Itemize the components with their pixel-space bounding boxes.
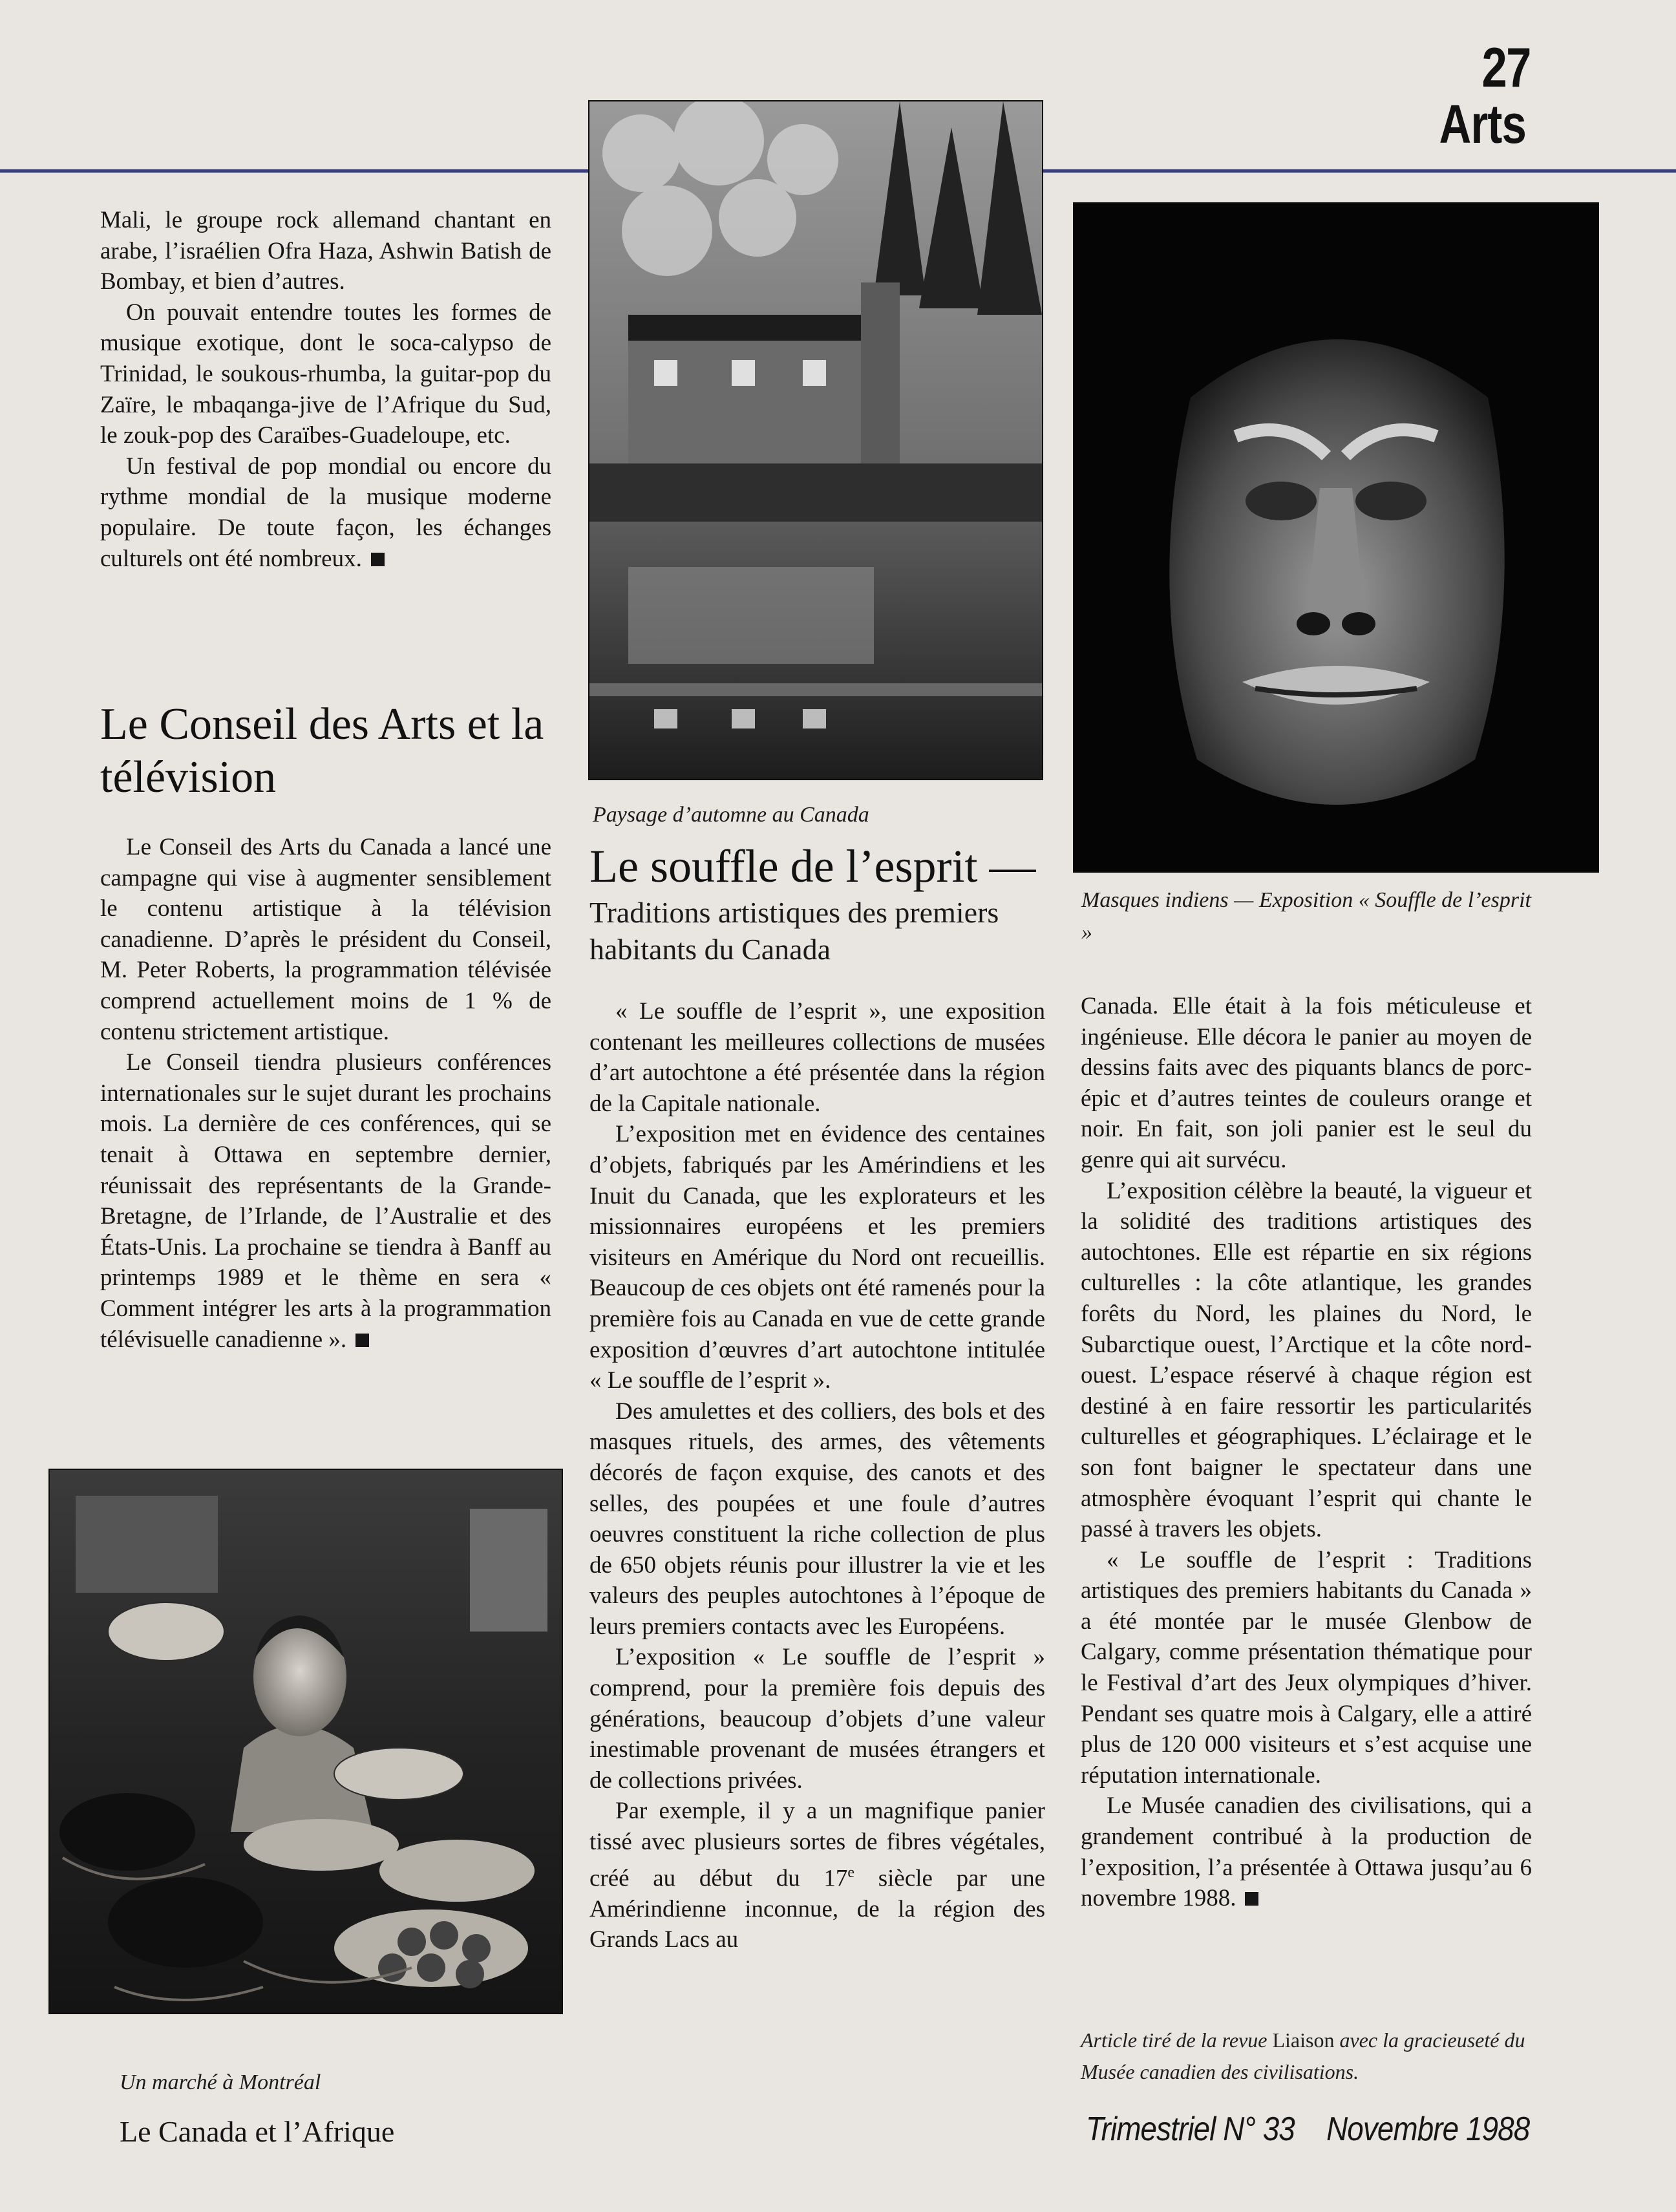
end-mark xyxy=(1245,1892,1258,1906)
paragraph: « Le souffle de l’esprit : Traditions artistiques des premiers habitants du Canada » a été montée par le musée Glenbow de Calgary, comme présentation thématique pour le Festival d’art des Jeux olympiques d’hiver. Pendant ses quatre mois à Calgary, elle a attiré plus de 120 000 visiteurs et s’est acquise une réputation internationale. xyxy=(1081,1546,1532,1789)
footer-issue xyxy=(1086,2112,1529,2146)
mask-caption: Masques indiens — Exposition « Souffle de l’esprit » xyxy=(1081,888,1531,944)
issue-date: Novembre 1988 xyxy=(1326,2111,1530,2148)
paragraph-text: siècle par une Amérindienne inconnue, de la région des Grands Lacs au xyxy=(589,1864,1045,1953)
end-mark xyxy=(355,1334,369,1347)
paragraph: On pouvait entendre toutes les formes de musique exotique, dont le soca-calypso de Trinidad, le soukous-rhumba, la guitar-pop du Zaïre, le mbaqanga-jive de l’Afrique du Sud, le zouk-pop des Caraïbes-Guadeloupe, etc. xyxy=(100,299,551,449)
end-mark xyxy=(371,553,385,566)
landscape-photo xyxy=(588,100,1043,780)
paragraph-text: Le Conseil tiendra plusieurs conférences internationales sur le sujet durant les prochains mois. La dernière de ces conférences, qui se tenait à Ottawa en septembre dernier, réunissait des représentants de la Grande-Bretagne, de l’Irlande, de l’Australie et des États-Unis. La prochaine se tiendra à Banff au printemps 1989 et le thème en sera « Comment intégrer les arts à la programmation télévisuelle canadienne ». xyxy=(100,1049,551,1353)
souffle-title: Le souffle de l’esprit — xyxy=(589,840,1036,892)
superscript: e xyxy=(847,1864,855,1881)
paragraph xyxy=(100,451,551,574)
paragraph: Mali, le groupe rock allemand chantant en arabe, l’israélien Ofra Haza, Ashwin Batish de Bombay, et bien d’autres. xyxy=(100,207,551,295)
footer-magazine-title: Le Canada et l’Afrique xyxy=(120,2115,395,2148)
paragraph-text: Un festival de pop mondial ou encore du rythme mondial de la musique moderne populaire. De toute façon, les échanges culturels ont été nombreux. xyxy=(100,452,551,572)
paragraph: Canada. Elle était à la fois méticuleuse et ingénieuse. Elle décora le panier au moyen de dessins faits avec des piquants blancs de porc-épic et d’autres teintes de couleurs orange et noir. En fait, son joli panier est le seul du genre qui ait survécu. xyxy=(1081,993,1532,1173)
paragraph xyxy=(1081,1791,1532,1913)
column-3-text xyxy=(1081,991,1532,1914)
column-2-text xyxy=(589,996,1045,1955)
credit-text: Article tiré de la revue xyxy=(1081,2028,1273,2052)
paragraph: Des amulettes et des colliers, des bols et des masques rituels, des armes, des vêtements décorés de façon exquise, des canots et des selles, des poupées et une foule d’autres oeuvres constituent la riche collection de plus de 650 objets réunis pour illustrer la vie et les valeurs des peuples autochtones à l’époque de leurs premiers contacts avec les Européens. xyxy=(589,1398,1045,1640)
paragraph: L’exposition « Le souffle de l’esprit » comprend, pour la première fois depuis des générations, beaucoup d’objets d’une valeur inestimable provenant de musées étrangers et de collections privées. xyxy=(589,1644,1045,1794)
paragraph: L’exposition célèbre la beauté, la vigueur et la solidité des traditions artistiques des autochtones. Elle est répartie en six régions culturelles : la côte atlantique, les grandes forêts du Nord, les plaines du Nord, le Subarctique ouest, l’Arctique et la côte nord-ouest. L’espace réservé à chaque région est destiné à en faire ressortir les particularités culturelles et géographiques. L’éclairage et le son font baigner le spectateur dans une atmosphère évoquant l’esprit qui chante le passé à travers les objets. xyxy=(1081,1177,1532,1543)
issue-number: Trimestriel N° 33 xyxy=(1086,2111,1295,2148)
paragraph: L’exposition met en évidence des centaines d’objets, fabriqués par les Amérindiens et les Inuit du Canada, que les explorateurs et les missionnaires européens et les premiers visiteurs en Amérique du Nord ont recueillis. Beaucoup de ces objets ont été ramenés pour la première fois au Canada en vue de cette grande exposition d’œuvres d’art autochtone intitulée « Le souffle de l’esprit ». xyxy=(589,1121,1045,1394)
market-photo xyxy=(48,1469,563,2014)
landscape-caption: Paysage d’automne au Canada xyxy=(593,803,869,827)
column-1-text xyxy=(100,205,551,574)
paragraph xyxy=(589,1796,1045,1955)
credit-source: Liaison xyxy=(1272,2028,1335,2052)
paragraph-text: Le Musée canadien des civilisations, qui a grandement contribué à la production de l’exposition, l’a présentée à Ottawa jusqu’au 6 novembre 1988. xyxy=(1081,1792,1532,1912)
conseil-heading: Le Conseil des Arts et la télévision xyxy=(100,699,544,802)
paragraph: « Le souffle de l’esprit », une exposition contenant les meilleures collections de musées d’art autochtone a été présentée dans la région de la Capitale nationale. xyxy=(589,998,1045,1117)
paragraph xyxy=(100,1047,551,1355)
paragraph-text: Par exemple, il y a un magnifique panier tissé avec plusieurs sortes de fibres végétales, créé au début du 17 xyxy=(589,1798,1045,1891)
article-credit xyxy=(1081,2025,1546,2088)
mask-photo xyxy=(1073,202,1599,873)
conseil-article xyxy=(100,832,551,1355)
section-name: Arts xyxy=(1439,94,1526,154)
credit-text: avec la gracieuseté du Musée canadien des civilisations. xyxy=(1081,2028,1525,2083)
market-caption: Un marché à Montréal xyxy=(120,2070,321,2094)
paragraph: Le Conseil des Arts du Canada a lancé une campagne qui vise à augmenter sensiblement le contenu artistique à la télévision canadienne. D’après le président du Conseil, M. Peter Roberts, la programmation télévisée comprend actuellement moins de 1 % de contenu strictement artistique. xyxy=(100,834,551,1045)
page-number: 27 xyxy=(1481,37,1531,99)
souffle-subtitle: Traditions artistiques des premiers habitants du Canada xyxy=(589,896,999,966)
